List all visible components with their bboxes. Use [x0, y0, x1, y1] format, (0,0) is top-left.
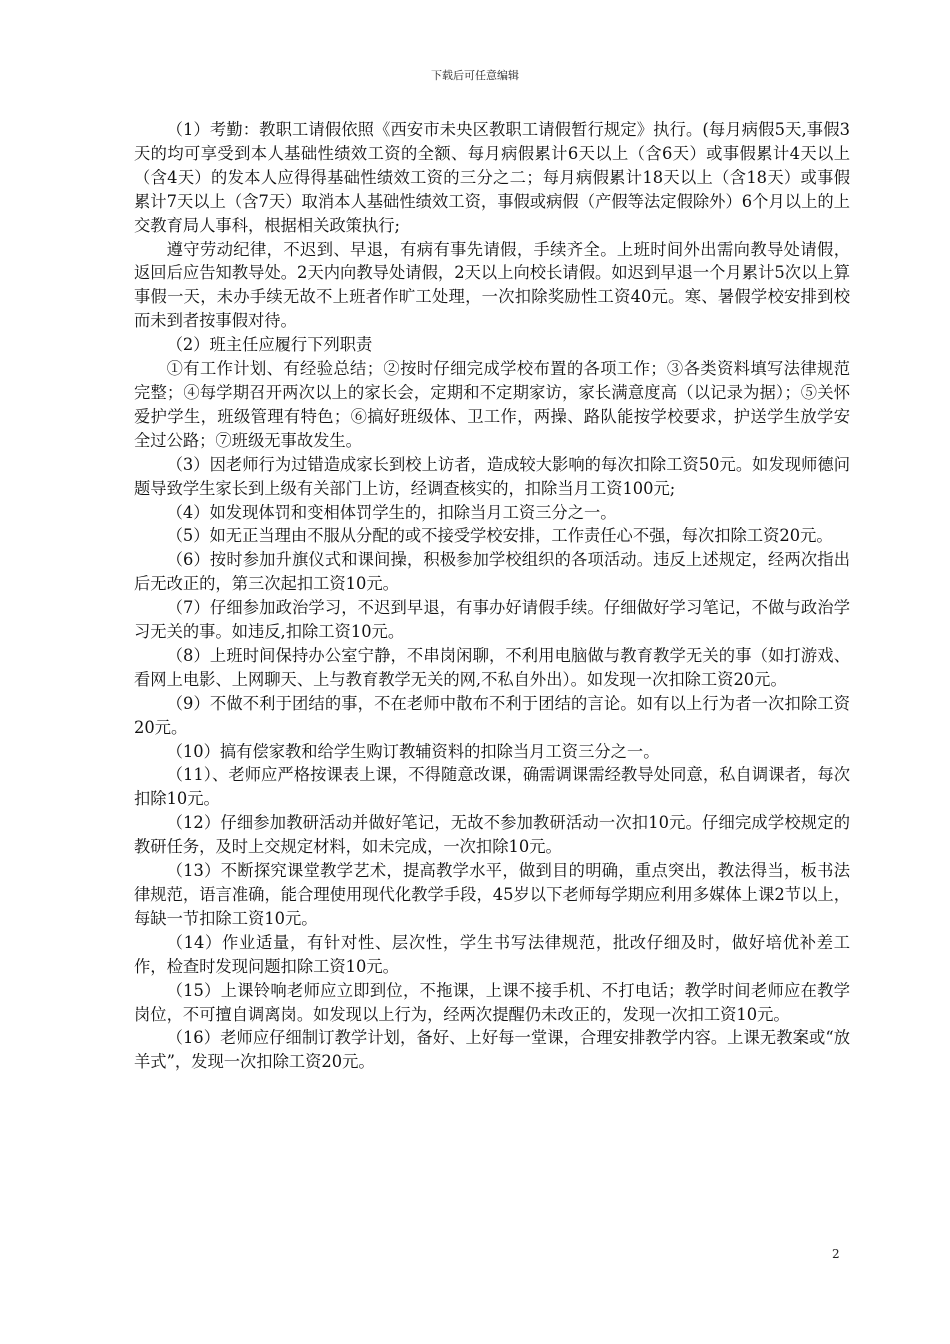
paragraph-attendance: （1）考勤：教职工请假依照《西安市未央区教职工请假暂行规定》执行。(每月病假5天,事假3天的均可享受到本人基础性绩效工资的全额、每月病假累计6天以上（含6天）或事假累计4天以上（含4天）的发本人应得得基础性绩效工资的三分之二；每月病假累计18天以上（含18天）或事假累计7天以上（含7天）取消本人基础性绩效工资，事假或病假（产假等法定假除外）6个月以上的上交教育局人事科，根据相关政策执行; — [134, 120, 850, 235]
document-body — [134, 118, 850, 1074]
paragraph-item-5: （5）如无正当理由不服从分配的或不接受学校安排，工作责任心不强，每次扣除工资20元。 — [166, 526, 833, 546]
paragraph-item-10: （10）搞有偿家教和给学生购订教辅资料的扣除当月工资三分之一。 — [166, 741, 660, 761]
paragraph-item-13: （13）不断探究课堂教学艺术，提高教学水平，做到目的明确，重点突出，教法得当，板书法律规范，语言准确，能合理使用现代化教学手段，45岁以下老师每学期应利用多媒体上课2节以上，每缺一节扣除工资10元。 — [134, 861, 850, 928]
paragraph-item-12: （12）仔细参加教研活动并做好笔记，无故不参加教研活动一次扣10元。仔细完成学校规定的教研任务，及时上交规定材料，如未完成，一次扣除10元。 — [134, 813, 850, 857]
paragraph-item-6: （6）按时参加升旗仪式和课间操，积极参加学校组织的各项活动。违反上述规定，经两次指出后无改正的，第三次起扣工资10元。 — [134, 550, 850, 594]
paragraph-item-11: （11）、老师应严格按课表上课，不得随意改课，确需调课需经教导处同意，私自调课者，每次扣除10元。 — [134, 765, 850, 809]
paragraph-item-4: （4）如发现体罚和变相体罚学生的，扣除当月工资三分之一。 — [166, 502, 617, 522]
header-note: 下载后可任意编辑 — [431, 69, 519, 82]
paragraph-item-16: （16）老师应仔细制订教学计划，备好、上好每一堂课，合理安排教学内容。上课无教案或“放羊式”，发现一次扣除工资20元。 — [134, 1028, 850, 1072]
paragraph-labor-discipline: 遵守劳动纪律，不迟到、早退，有病有事先请假，手续齐全。上班时间外出需向教导处请假，返回后应告知教导处。2天内向教导处请假，2天以上向校长请假。如迟到早退一个月累计5次以上算事假一天，未办手续无故不上班者作旷工处理，一次扣除奖励性工资40元。寒、暑假学校安排到校而未到者按事假对待。 — [134, 239, 850, 331]
paragraph-item-7: （7）仔细参加政治学习，不迟到早退，有事办好请假手续。仔细做好学习笔记，不做与政治学习无关的事。如违反,扣除工资10元。 — [134, 598, 850, 642]
paragraph-item-9: （9）不做不利于团结的事，不在老师中散布不利于团结的言论。如有以上行为者一次扣除工资20元。 — [134, 693, 850, 737]
page-number: 2 — [832, 1247, 840, 1261]
paragraph-item-14: （14）作业适量，有针对性、层次性，学生书写法律规范，批改仔细及时，做好培优补差工作，检查时发现问题扣除工资10元。 — [134, 932, 850, 976]
paragraph-item-3: （3）因老师行为过错造成家长到校上访者，造成较大影响的每次扣除工资50元。如发现师德问题导致学生家长到上级有关部门上访，经调查核实的，扣除当月工资100元; — [134, 454, 850, 498]
paragraph-item-15: （15）上课铃响老师应立即到位，不拖课，上课不接手机、不打电话；教学时间老师应在教学岗位，不可擅自调离岗。如发现以上行为，经两次提醒仍未改正的，发现一次扣工资10元。 — [134, 980, 850, 1024]
paragraph-class-teacher-heading: （2）班主任应履行下列职责 — [166, 335, 373, 355]
paragraph-class-teacher-duties: ①有工作计划、有经验总结；②按时仔细完成学校布置的各项工作；③各类资料填写法律规范完整；④每学期召开两次以上的家长会，定期和不定期家访，家长满意度高（以记录为据）；⑤关怀爱护学生，班级管理有特色；⑥搞好班级体、卫工作，两操、路队能按学校要求，护送学生放学安全过公路；⑦班级无事故发生。 — [134, 359, 850, 450]
paragraph-item-8: （8）上班时间保持办公室宁静，不串岗闲聊，不利用电脑做与教育教学无关的事（如打游戏、看网上电影、上网聊天、上与教育教学无关的网,不私自外出）。如发现一次扣除工资20元。 — [134, 645, 850, 689]
